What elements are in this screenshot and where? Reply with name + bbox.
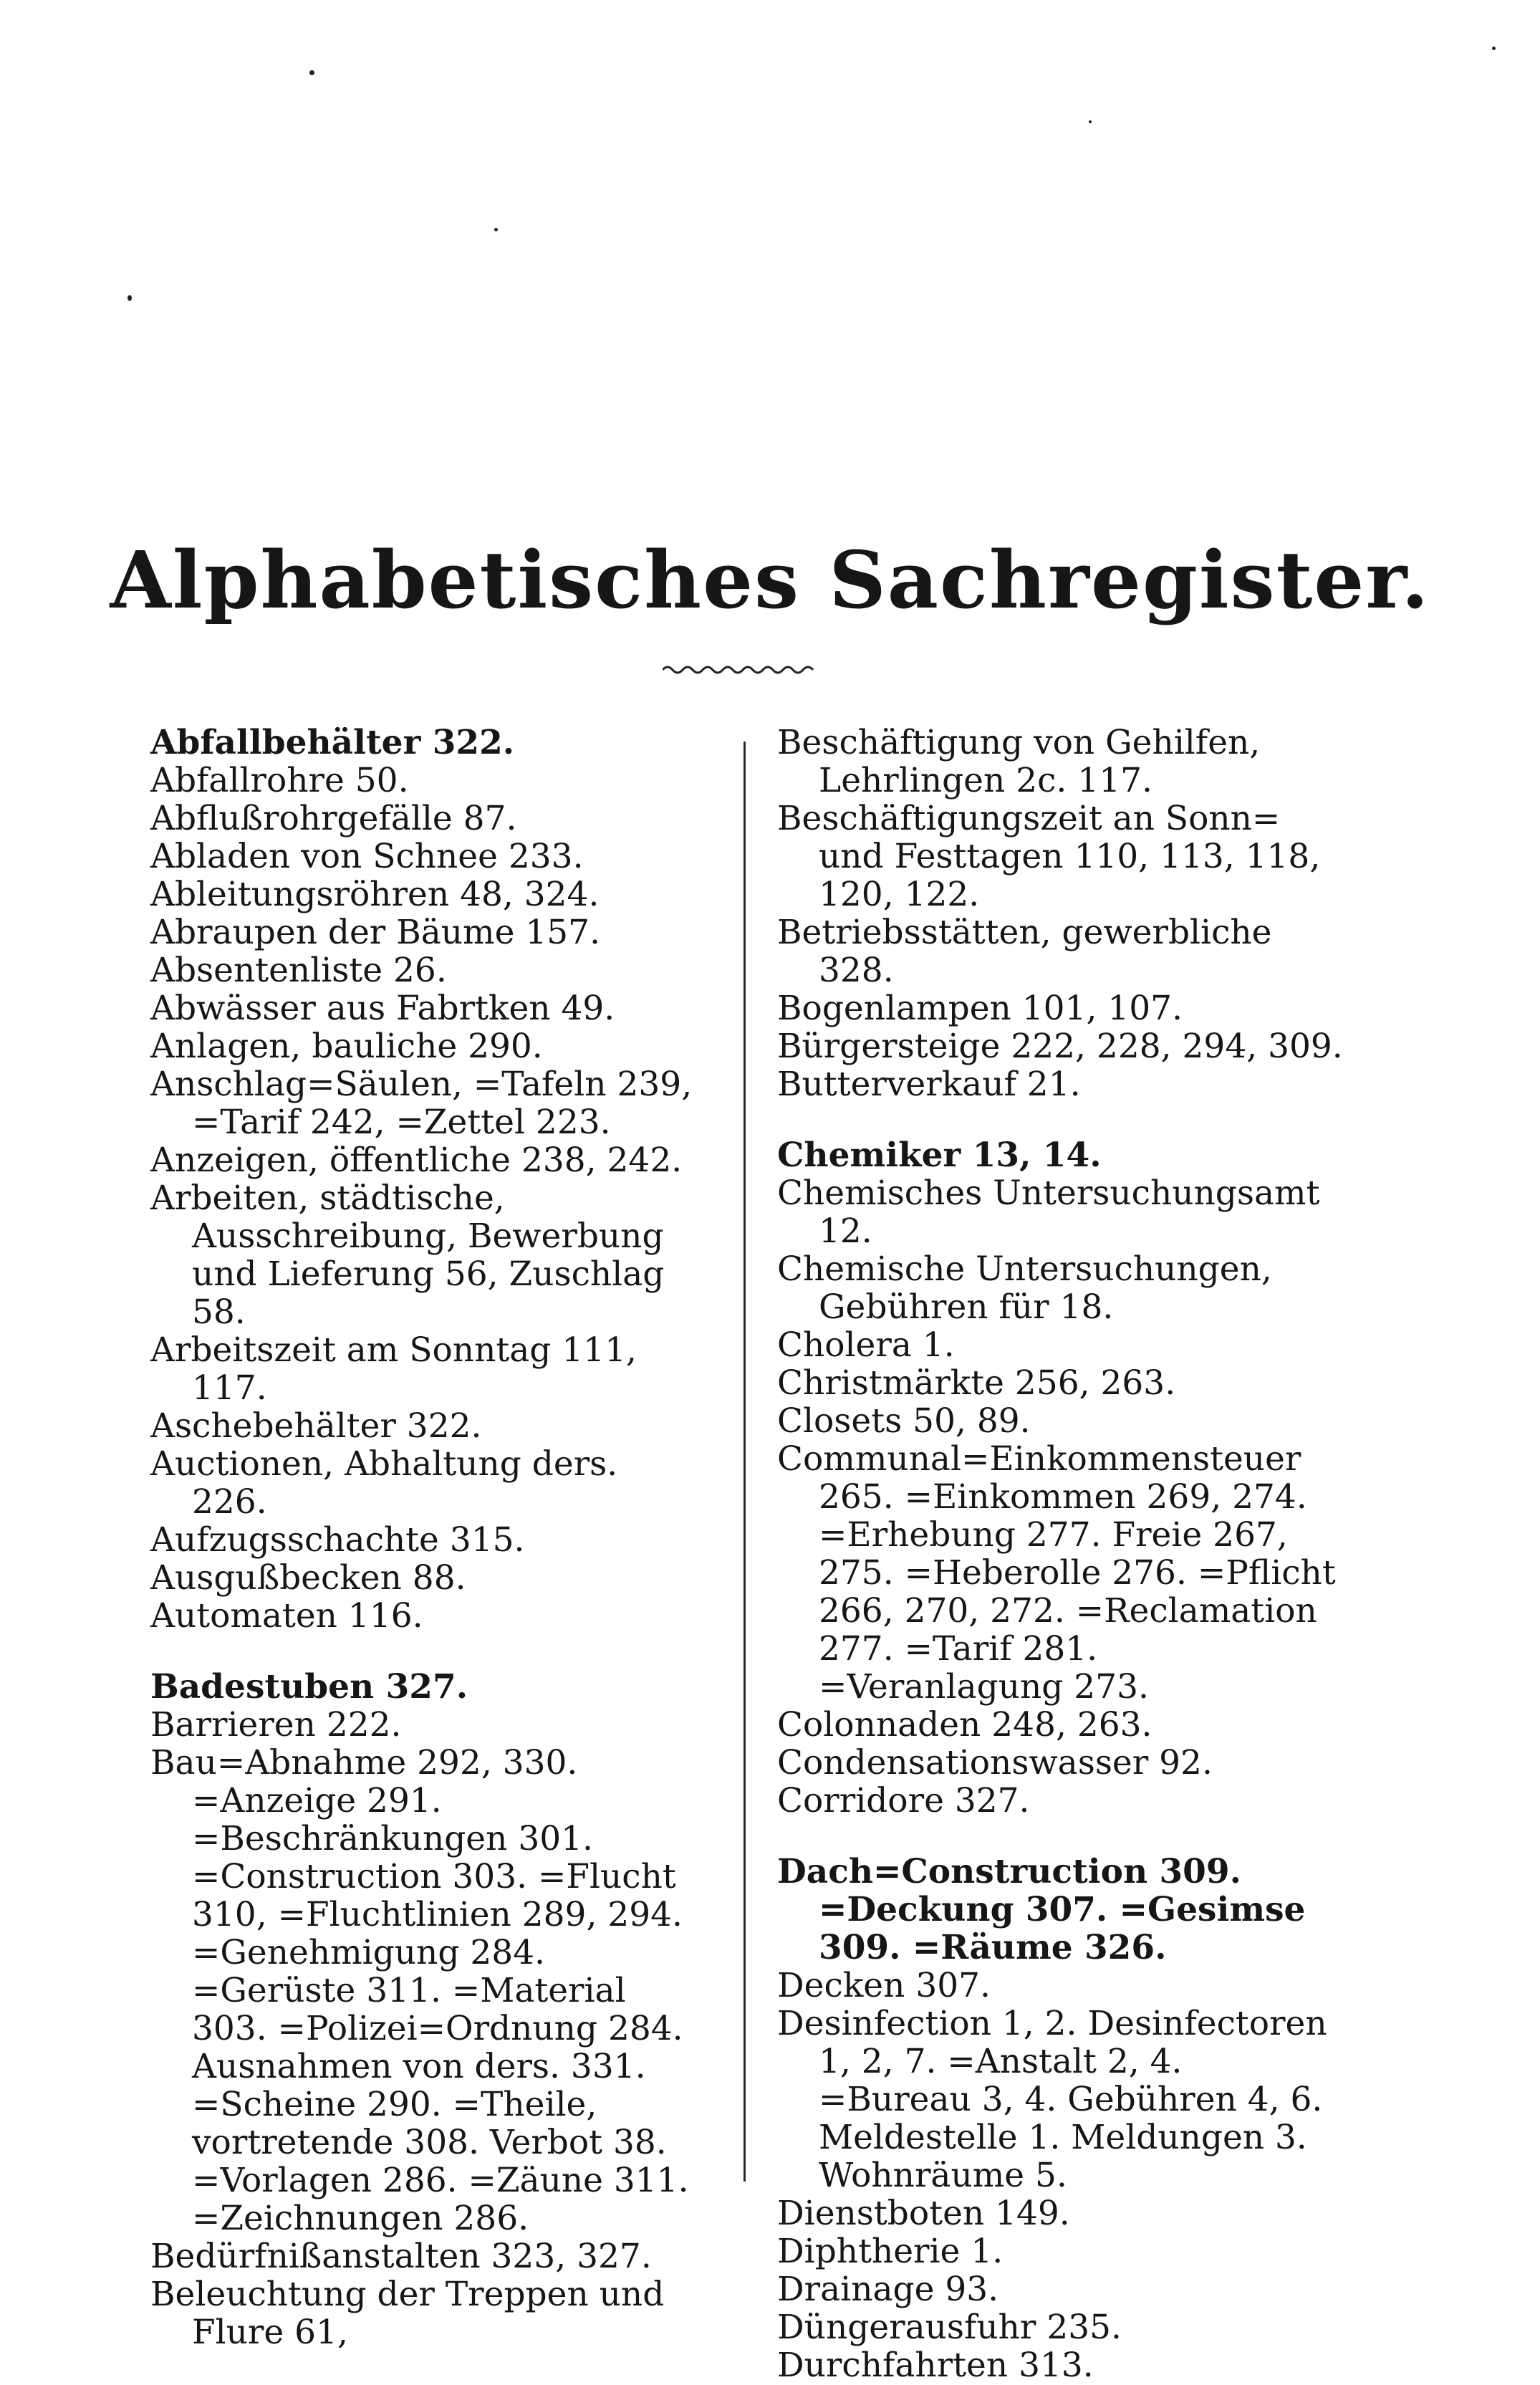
index-entry: Anzeigen, öffentliche 238, 242. bbox=[150, 1141, 683, 1180]
index-entry: Aufzugsschachte 315. bbox=[150, 1520, 525, 1560]
index-entry: Abflußrohrgefälle 87. bbox=[150, 799, 517, 838]
speck bbox=[127, 295, 132, 301]
index-entry: Betriebsstätten, gewerbliche 328. bbox=[777, 913, 1272, 990]
index-entry: Anschlag=Säulen, =Tafeln 239, =Tarif 242, =Zettel 223. bbox=[150, 1065, 693, 1142]
index-entry: Auctionen, Abhaltung ders. 226. bbox=[150, 1444, 618, 1522]
index-entry: Christmärkte 256, 263. bbox=[777, 1363, 1176, 1403]
index-entry: Abladen von Schnee 233. bbox=[150, 837, 584, 876]
index-entry: Bau=Abnahme 292, 330. =Anzeige 291. =Beschränkungen 301. =Construction 303. =Flucht 310, =Fluchtlinien 289, 294. =Genehmigung 284. =Gerüste 311. =Material 303. =Polizei=Ordnung 284. Ausnahmen von ders. 331. =Scheine 290. =Theile, vortretende 308. Verbot 38. =Vorlagen 286. =Zäune 311. =Zeichnungen 286. bbox=[150, 1743, 689, 2238]
index-entry: Ableitungsröhren 48, 324. bbox=[150, 875, 600, 914]
index-entry: Absentenliste 26. bbox=[150, 951, 447, 990]
index-entry: Diphtherie 1. bbox=[777, 2232, 1004, 2271]
index-entry: Badestuben 327. bbox=[150, 1667, 468, 1707]
index-entry: Aschebehälter 322. bbox=[150, 1406, 482, 1446]
index-entry: Ausgußbecken 88. bbox=[150, 1558, 466, 1598]
page-title: Alphabetisches Sachregister. bbox=[110, 534, 1430, 626]
index-entry: Abfallrohre 50. bbox=[150, 761, 409, 800]
index-entry: Arbeitszeit am Sonntag 111, 117. bbox=[150, 1330, 637, 1408]
column-divider bbox=[743, 742, 746, 2182]
index-entry: Bogenlampen 101, 107. bbox=[777, 989, 1183, 1028]
index-entry: Condensationswasser 92. bbox=[777, 1743, 1213, 1782]
index-entry: Durchfahrten 313. bbox=[777, 2346, 1094, 2385]
index-entry: Desinfection 1, 2. Desinfectoren 1, 2, 7. =Anstalt 2, 4. =Bureau 3, 4. Gebühren 4, 6. Meldestelle 1. Meldungen 3. Wohnräume 5. bbox=[777, 2004, 1327, 2195]
index-entry: Beschäftigung von Gehilfen, Lehrlingen 2c. 117. bbox=[777, 723, 1261, 800]
index-entry: Barrieren 222. bbox=[150, 1705, 402, 1745]
index-entry: Chemische Untersuchungen, Gebühren für 18. bbox=[777, 1249, 1272, 1327]
index-entry: Chemisches Untersuchungsamt 12. bbox=[777, 1174, 1320, 1251]
index-entry: Abraupen der Bäume 157. bbox=[150, 913, 601, 952]
index-entry: Cholera 1. bbox=[777, 1325, 955, 1365]
title-ornament bbox=[663, 663, 820, 677]
index-entry: Dienstboten 149. bbox=[777, 2194, 1070, 2233]
index-entry: Beschäftigungszeit an Sonn= und Festtagen 110, 113, 118, 120, 122. bbox=[777, 799, 1321, 914]
index-entry: Corridore 327. bbox=[777, 1781, 1030, 1820]
index-entry: Bedürfnißanstalten 323, 327. bbox=[150, 2237, 652, 2276]
speck bbox=[309, 70, 314, 75]
index-entry: Decken 307. bbox=[777, 1966, 991, 2005]
index-entry: Communal=Einkommensteuer 265. =Einkommen 269, 274. =Erhebung 277. Freie 267, 275. =Heberolle 276. =Pflicht 266, 270, 272. =Reclamation 277. =Tarif 281. =Veranlagung 273. bbox=[777, 1439, 1336, 1707]
right-index-column bbox=[777, 724, 1343, 2384]
index-entry: Bürgersteige 222, 228, 294, 309. bbox=[777, 1027, 1343, 1066]
index-entry: Automaten 116. bbox=[150, 1596, 423, 1636]
left-index-column bbox=[150, 724, 702, 2351]
index-entry: Drainage 93. bbox=[777, 2270, 999, 2309]
speck bbox=[1089, 120, 1092, 123]
index-entry: Düngerausfuhr 235. bbox=[777, 2308, 1122, 2347]
index-entry: Butterverkauf 21. bbox=[777, 1065, 1081, 1104]
index-entry: Abwässer aus Fabrtken 49. bbox=[150, 989, 615, 1028]
index-entry: Colonnaden 248, 263. bbox=[777, 1705, 1152, 1745]
index-entry: Anlagen, bauliche 290. bbox=[150, 1027, 543, 1066]
speck bbox=[1492, 47, 1496, 50]
index-entry: Beleuchtung der Treppen und Flure 61, bbox=[150, 2275, 665, 2352]
index-entry: Dach=Construction 309. =Deckung 307. =Gesimse 309. =Räume 326. bbox=[777, 1852, 1306, 1967]
index-entry: Abfallbehälter 322. bbox=[150, 723, 515, 762]
index-entry: Chemiker 13, 14. bbox=[777, 1136, 1102, 1175]
speck bbox=[494, 228, 498, 231]
index-entry: Closets 50, 89. bbox=[777, 1401, 1031, 1441]
index-entry: Arbeiten, städtische, Ausschreibung, Bewerbung und Lieferung 56, Zuschlag 58. bbox=[150, 1179, 665, 1332]
